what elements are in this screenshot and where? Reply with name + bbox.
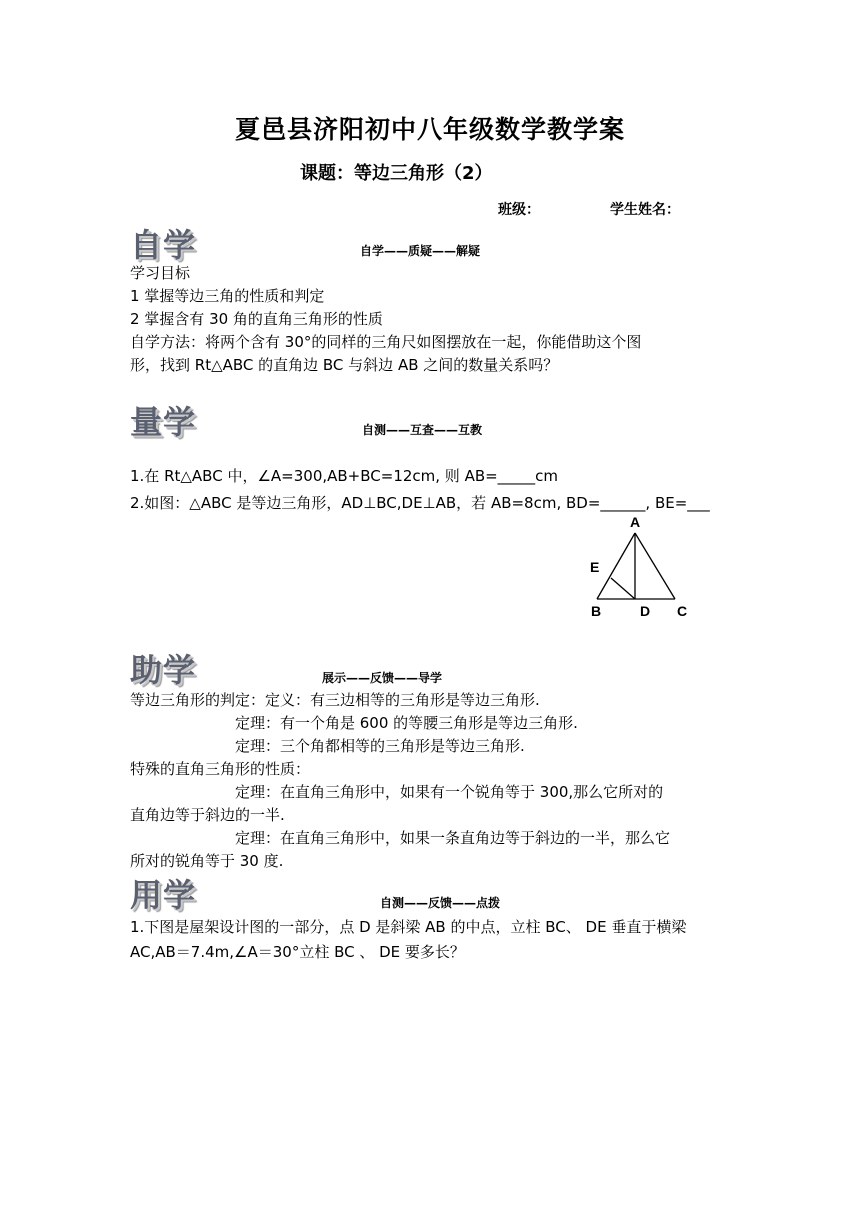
property-theorem-1-line-1: 定理：在直角三角形中，如果有一个锐角等于 300,那么它所对的: [235, 783, 664, 801]
page-title: 夏邑县济阳初中八年级数学教学案: [234, 115, 625, 144]
property-theorem-2-line-2: 所对的锐角等于 30 度.: [130, 852, 284, 870]
section-subtitle-zhuxue: 展示——反馈——导学: [322, 671, 443, 685]
section-subtitle-yongxue: 自测——反馈——点拨: [380, 896, 501, 910]
section-badge-yongxue: 用学: [130, 876, 197, 914]
side-ab: [597, 533, 635, 599]
student-info-line: [498, 199, 680, 219]
section-subtitle-liangxue: 自测——互查——互教: [362, 423, 483, 437]
learning-goal-heading: 学习目标: [130, 264, 191, 282]
label-e: E: [590, 559, 600, 575]
section-badge-zhuxue: 助学: [130, 651, 197, 689]
property-theorem-2-line-1: 定理：在直角三角形中，如果一条直角边等于斜边的一半，那么它: [235, 829, 671, 847]
label-b: B: [591, 603, 602, 619]
student-name-label: 学生姓名：: [610, 202, 680, 218]
criterion-theorem-2: 定理：三个角都相等的三角形是等边三角形.: [235, 737, 525, 755]
equilateral-triangle-figure: [580, 512, 700, 624]
application-question-line-2: AC,AB＝7.4m,∠A＝30°立柱 BC 、 DE 要多长？: [130, 943, 465, 961]
application-question-line-1: 1.下图是屋架设计图的一部分，点 D 是斜梁 AB 的中点，立柱 BC、 DE 垂直于横梁: [130, 918, 687, 936]
lesson-subtitle: 课题：等边三角形（2）: [300, 163, 493, 184]
section-subtitle-zixue: 自学——质疑——解疑: [360, 244, 481, 258]
section-badge-zixue: 自学: [130, 226, 197, 264]
study-method-line-1: 自学方法：将两个含有 30°的同样的三角尺如图摆放在一起，你能借助这个图: [130, 333, 642, 351]
perpendicular-de: [611, 578, 635, 599]
section-badge-liangxue: 量学: [130, 403, 197, 441]
exercise-1: 1.在 Rt△ABC 中，∠A=300,AB+BC=12cm, 则 AB=_____cm: [130, 467, 559, 485]
study-method-line-2: 形，找到 Rt△ABC 的直角边 BC 与斜边 AB 之间的数量关系吗？: [130, 356, 559, 374]
exercise-2: 2.如图：△ABC 是等边三角形，AD⊥BC,DE⊥AB，若 AB=8cm, BD=______, BE=___: [130, 494, 710, 512]
learning-goal-2: 2 掌握含有 30 角的直角三角形的性质: [130, 310, 383, 328]
criterion-definition: 等边三角形的判定：定义：有三边相等的三角形是等边三角形.: [130, 691, 540, 709]
label-d: D: [640, 603, 651, 619]
label-c: C: [677, 603, 688, 619]
right-triangle-heading: 特殊的直角三角形的性质：: [130, 760, 311, 778]
class-label: 班级：: [498, 202, 540, 218]
criterion-theorem-1: 定理：有一个角是 600 的等腰三角形是等边三角形.: [235, 714, 578, 732]
label-a: A: [630, 514, 641, 530]
learning-goal-1: 1 掌握等边三角的性质和判定: [130, 287, 325, 305]
property-theorem-1-line-2: 直角边等于斜边的一半.: [130, 806, 285, 824]
side-ac: [635, 533, 675, 599]
